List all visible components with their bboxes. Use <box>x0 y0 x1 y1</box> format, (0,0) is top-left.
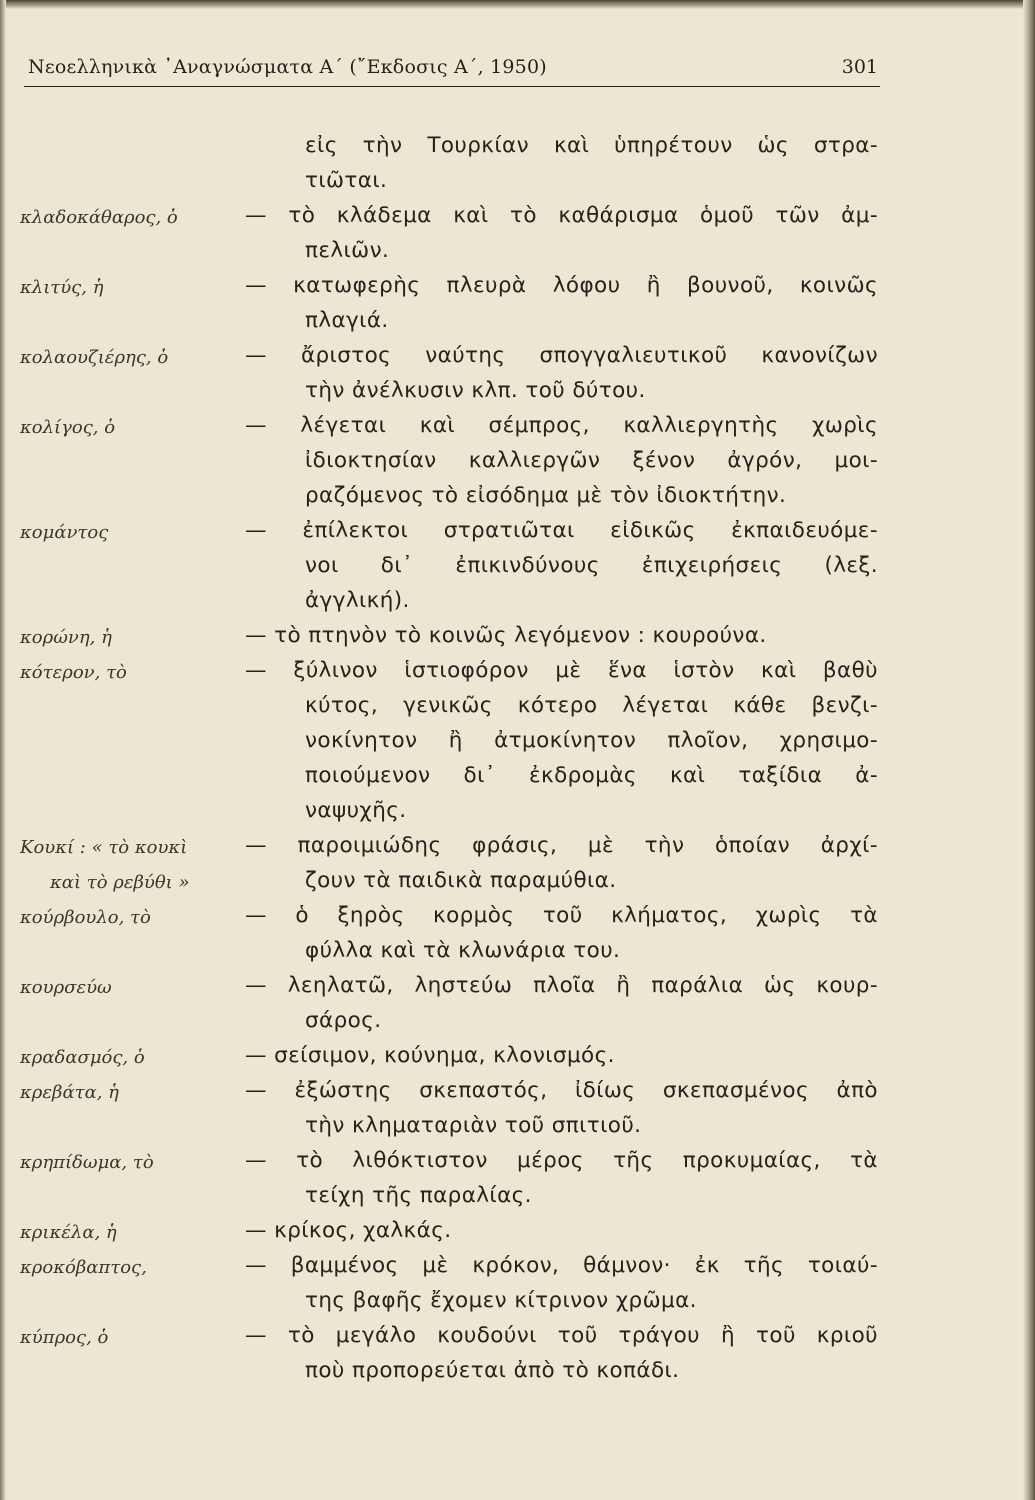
entry-term <box>20 970 255 1005</box>
glossary-entry <box>0 338 1035 408</box>
definition-line: — κατωφερὴς πλευρὰ λόφου ἢ βουνοῦ, κοινῶς <box>245 273 878 298</box>
entry-definition <box>245 1213 878 1248</box>
definition-line: — ἐξώστης σκεπαστός, ἰδίως σκεπασμένος ἀπὸ <box>245 1078 878 1103</box>
definition-line: πλαγιά. <box>305 308 389 333</box>
entry-definition <box>245 898 878 968</box>
entry-term <box>20 515 255 550</box>
term-line: κουρσεύω <box>20 977 112 998</box>
glossary-entry <box>0 1213 1035 1248</box>
definition-line: — λέγεται καὶ σέμπρος, καλλιεργητὴς χωρὶς <box>245 413 878 438</box>
entry-definition <box>245 513 878 618</box>
entry-definition <box>245 128 878 198</box>
definition-line: νοκίνητον ἢ ἀτμοκίνητον πλοῖον, χρησιμο- <box>305 728 878 753</box>
glossary-entry <box>0 1073 1035 1143</box>
term-line: κολαουζιέρης, ὁ <box>20 347 169 368</box>
definition-line: πελιῶν. <box>305 238 390 263</box>
definition-line: ζουν τὰ παιδικὰ παραμύθια. <box>305 868 617 893</box>
glossary-entry <box>0 408 1035 513</box>
term-line: κρηπίδωμα, τὸ <box>20 1152 154 1173</box>
entry-term <box>20 200 255 235</box>
definition-line: — ἐπίλεκτοι στρατιῶται εἰδικῶς ἐκπαιδευόμε- <box>245 518 878 543</box>
glossary-entry <box>0 513 1035 618</box>
term-line: κύπρος, ὁ <box>20 1327 109 1348</box>
glossary-entry <box>0 128 1035 198</box>
term-line: κλιτύς, ἡ <box>20 277 104 298</box>
definition-line: ποιούμενον δι᾿ ἐκδρομὰς καὶ ταξίδια ἀ- <box>305 763 878 788</box>
term-line: κροκόβαπτος, <box>20 1257 147 1278</box>
definition-line: — παροιμιώδης φράσις, μὲ τὴν ὁποίαν ἀρχί- <box>245 833 878 858</box>
entry-definition <box>245 1318 878 1388</box>
running-header <box>24 50 880 87</box>
term-line: κορώνη, ἡ <box>20 627 112 648</box>
definition-line: ἰδιοκτησίαν καλλιεργῶν ξένον ἀγρόν, μοι- <box>305 448 878 473</box>
definition-line: — βαμμένος μὲ κρόκον, θάμνον· ἐκ τῆς τοιαύ- <box>245 1253 878 1278</box>
term-line: κλαδοκάθαρος, ὁ <box>20 207 178 228</box>
entry-term <box>20 340 255 375</box>
header-title: Νεοελληνικὰ ᾿Αναγνώσματα Α΄ (῎Εκδοσις Α΄, 1950) <box>28 56 547 78</box>
definition-line: φύλλα καὶ τὰ κλωνάρια του. <box>305 938 621 963</box>
term-line: κότερον, τὸ <box>20 662 127 683</box>
page-top-edge <box>0 0 1035 9</box>
term-line: καὶ τὸ ρεβύθι » <box>50 872 190 893</box>
definition-line: σάρος. <box>305 1008 382 1033</box>
entry-term <box>20 1320 255 1355</box>
entry-term <box>20 270 255 305</box>
definition-line: τὴν κληματαριὰν τοῦ σπιτιοῦ. <box>305 1113 642 1138</box>
entry-term <box>20 620 255 655</box>
term-line: κούρβουλο, τὸ <box>20 907 151 928</box>
definition-line: — ἄριστος ναύτης σπογγαλιευτικοῦ κανονίζων <box>245 343 878 368</box>
entry-term <box>20 830 255 900</box>
definition-line: — τὸ πτηνὸν τὸ κοινῶς λεγόμενον : κουρούνα. <box>245 623 767 648</box>
definition-line: — ξύλινον ἱστιοφόρον μὲ ἕνα ἱστὸν καὶ βαθὺ <box>245 658 878 683</box>
glossary-entry <box>0 198 1035 268</box>
glossary-entry <box>0 653 1035 828</box>
entry-definition <box>245 408 878 513</box>
definition-line: τείχη τῆς παραλίας. <box>305 1183 532 1208</box>
term-line: κρεβάτα, ἡ <box>20 1082 119 1103</box>
glossary-entry <box>0 1143 1035 1213</box>
definition-line: — τὸ κλάδεμα καὶ τὸ καθάρισμα ὁμοῦ τῶν ἀμ- <box>245 203 878 228</box>
term-line: κομάντος <box>20 522 109 543</box>
entry-term <box>20 1145 255 1180</box>
entry-term <box>20 900 255 935</box>
entry-term <box>20 1215 255 1250</box>
entry-term <box>20 1250 255 1285</box>
term-line: Κουκί : « τὸ κουκὶ <box>20 837 188 858</box>
definition-line: — κρίκος, χαλκάς. <box>245 1218 452 1243</box>
entry-definition <box>245 1073 878 1143</box>
definition-line: — τὸ μεγάλο κουδούνι τοῦ τράγου ἢ τοῦ κριοῦ <box>245 1323 878 1348</box>
entry-definition <box>245 1248 878 1318</box>
entry-term <box>20 1075 255 1110</box>
entry-definition <box>245 828 878 898</box>
term-line: κρικέλα, ἡ <box>20 1222 117 1243</box>
definition-line: ποὺ προπορεύεται ἀπὸ τὸ κοπάδι. <box>305 1358 680 1383</box>
glossary-entry <box>0 1038 1035 1073</box>
page-number: 301 <box>841 56 878 78</box>
definition-line: ραζόμενος τὸ εἰσόδημα μὲ τὸν ἰδιοκτήτην. <box>305 483 787 508</box>
definition-line: τιῶται. <box>305 168 388 193</box>
definition-line: εἰς τὴν Τουρκίαν καὶ ὑπηρέτουν ὡς στρα- <box>305 133 878 158</box>
term-line: κολίγος, ὁ <box>20 417 116 438</box>
definition-line: τὴν ἀνέλκυσιν κλπ. τοῦ δύτου. <box>305 378 646 403</box>
glossary-entry <box>0 898 1035 968</box>
entry-term <box>20 1040 255 1075</box>
definition-line: ναψυχῆς. <box>305 798 407 823</box>
glossary-entry <box>0 828 1035 898</box>
definition-line: νοι δι᾿ ἐπικινδύνους ἐπιχειρήσεις (λεξ. <box>305 553 878 578</box>
glossary-entry <box>0 268 1035 338</box>
entry-definition <box>245 1038 878 1073</box>
entry-term <box>20 655 255 690</box>
glossary-entry <box>0 1318 1035 1388</box>
definition-line: κύτος, γενικῶς κότερο λέγεται κάθε βενζι- <box>305 693 878 718</box>
definition-line: ἀγγλική). <box>305 588 410 613</box>
entry-definition <box>245 338 878 408</box>
definition-line: — σείσιμον, κούνημα, κλονισμός. <box>245 1043 615 1068</box>
entry-definition <box>245 618 878 653</box>
entry-definition <box>245 968 878 1038</box>
definition-line: — τὸ λιθόκτιστον μέρος τῆς προκυμαίας, τὰ <box>245 1148 878 1173</box>
term-line: κραδασμός, ὁ <box>20 1047 145 1068</box>
definition-line: — λεηλατῶ, ληστεύω πλοῖα ἢ παράλια ὡς κουρ- <box>245 973 878 998</box>
glossary-entries <box>0 128 1035 1388</box>
definition-line: της βαφῆς ἔχομεν κίτρινον χρῶμα. <box>305 1288 697 1313</box>
definition-line: — ὁ ξηρὸς κορμὸς τοῦ κλήματος, χωρὶς τὰ <box>245 903 878 928</box>
entry-definition <box>245 268 878 338</box>
entry-definition <box>245 1143 878 1213</box>
glossary-entry <box>0 618 1035 653</box>
glossary-entry <box>0 1248 1035 1318</box>
glossary-entry <box>0 968 1035 1038</box>
entry-definition <box>245 653 878 828</box>
entry-definition <box>245 198 878 268</box>
entry-term <box>20 410 255 445</box>
